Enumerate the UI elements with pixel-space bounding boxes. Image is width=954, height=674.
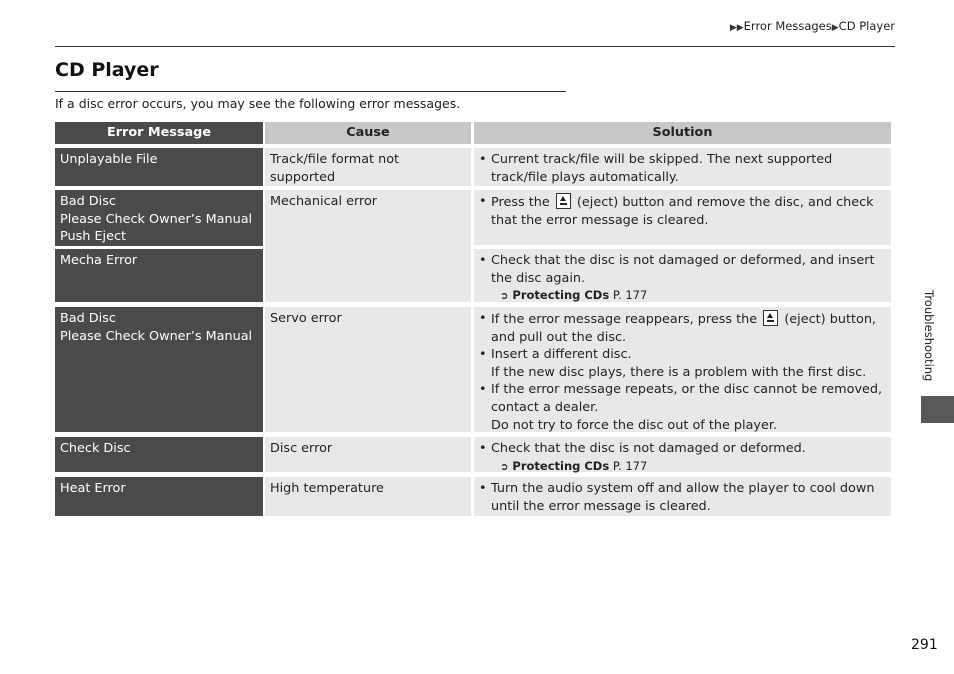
solution-note: Do not try to force the disc out of the player. <box>491 417 778 433</box>
solution-bullet <box>491 381 886 434</box>
solution-bullet <box>491 346 886 381</box>
solution-text: Press the <box>491 195 550 210</box>
eject-icon <box>763 310 778 326</box>
error-message: Bad Disc <box>60 311 116 326</box>
reference-title[interactable]: Protecting CDs <box>512 458 610 473</box>
cause-cell <box>265 148 471 186</box>
solution-bullet: • Check that the disc is not damaged or deformed, and insert the disc again. <box>491 252 886 287</box>
reference-title[interactable]: Protecting CDs <box>512 288 610 303</box>
cross-reference[interactable] <box>479 287 886 305</box>
solution-text: Insert a different disc. <box>491 347 632 363</box>
solution-note: If the new disc plays, there is a problem with the first disc. <box>491 364 867 380</box>
error-message: Please Check Owner’s Manual <box>60 328 253 344</box>
solution-text: (eject) button and remove the disc, and check that the error message is cleared. <box>491 195 874 228</box>
solution-bullet <box>491 193 886 229</box>
solution-cell <box>474 148 891 186</box>
error-message: Heat Error <box>60 481 126 496</box>
double-arrow-icon: ▶▶ <box>729 23 744 33</box>
error-message: Unplayable File <box>60 152 158 167</box>
cause-text: High temperature <box>270 481 384 496</box>
eject-icon <box>556 193 571 209</box>
solution-cell <box>474 190 891 245</box>
error-message: Push Eject <box>60 229 127 245</box>
solution-text: If the error message repeats, or the disc cannot be removed, contact a dealer. <box>491 382 883 415</box>
error-message-cell <box>55 307 263 432</box>
error-message-cell <box>55 437 263 472</box>
solution-bullet: • Check that the disc is not damaged or deformed. <box>491 440 886 458</box>
section-tab-marker <box>921 396 954 423</box>
solution-cell <box>474 307 891 432</box>
header-rule <box>55 46 895 47</box>
error-message-cell <box>55 477 263 516</box>
cause-text: Mechanical error <box>270 194 378 209</box>
solution-bullet: • Current track/file will be skipped. The next supported track/file plays automatically. <box>491 151 886 186</box>
page-number: 291 <box>911 637 938 653</box>
cross-reference[interactable] <box>479 458 886 476</box>
error-message-cell <box>55 190 263 246</box>
cause-text: Track/file format not supported <box>270 152 400 185</box>
side-tab-label: Troubleshooting <box>922 290 936 382</box>
solution-cell <box>474 249 891 302</box>
error-message: Please Check Owner’s Manual <box>60 211 253 227</box>
error-message-cell <box>55 148 263 186</box>
intro-text: If a disc error occurs, you may see the following error messages. <box>55 96 461 111</box>
page-title: CD Player <box>55 59 159 81</box>
cause-text: Servo error <box>270 311 342 326</box>
reference-arrow-icon: ➲ <box>500 461 509 473</box>
breadcrumb-item[interactable]: Error Messages <box>743 19 832 33</box>
solution-cell <box>474 437 891 472</box>
reference-arrow-icon: ➲ <box>500 291 509 303</box>
header-cause: Cause <box>265 122 471 144</box>
section-side-tab[interactable] <box>921 286 941 396</box>
breadcrumb-item-current: CD Player <box>838 19 895 33</box>
reference-page: P. 177 <box>612 458 648 473</box>
arrow-icon: ▶ <box>831 23 839 33</box>
cause-cell <box>265 437 471 472</box>
error-message-cell <box>55 249 263 302</box>
cause-cell <box>265 307 471 432</box>
solution-text: (eject) button, and pull out the disc. <box>491 312 876 345</box>
header-error-message: Error Message <box>55 122 263 144</box>
error-message: Check Disc <box>60 441 131 456</box>
solution-bullet: • Turn the audio system off and allow the player to cool down until the error message is cleared. <box>491 480 886 515</box>
error-message: Bad Disc <box>60 194 116 209</box>
title-rule <box>55 91 566 92</box>
cause-cell <box>265 190 471 302</box>
solution-bullet <box>491 310 886 346</box>
solution-text: If the error message reappears, press the <box>491 312 758 327</box>
reference-page: P. 177 <box>612 288 648 303</box>
error-message: Mecha Error <box>60 253 138 268</box>
breadcrumb <box>730 19 895 33</box>
header-solution: Solution <box>474 122 891 144</box>
cause-text: Disc error <box>270 441 333 456</box>
solution-cell <box>474 477 891 516</box>
cause-cell <box>265 477 471 516</box>
